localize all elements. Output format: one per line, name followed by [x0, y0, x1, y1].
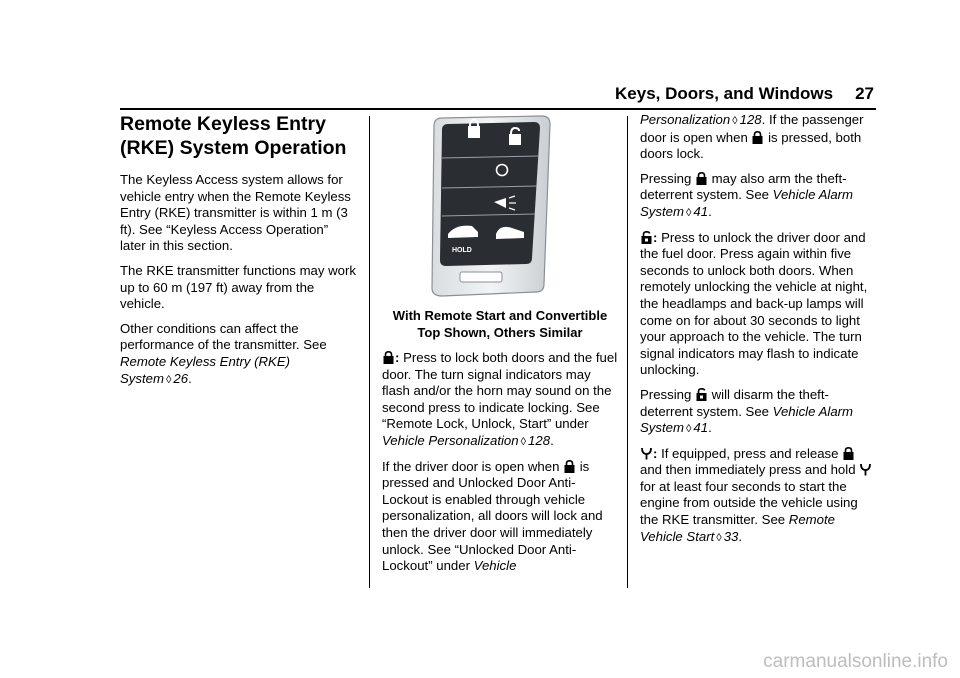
xref-page[interactable]: 33	[723, 528, 739, 544]
paragraph-lock: : Press to lock both doors and the fuel door. The turn signal indicators may flash and/or the horn may sound on the second press to indicate locking. See “Remote Lock, Unlock, Start” under Vehicle Personalization ◊ 128.	[382, 350, 618, 448]
fob-lock-icon	[468, 126, 480, 138]
paragraph-unlock: : Press to unlock the driver door and the fuel door. Press again within five seconds to unlock both doors. When remotely unlocking the vehicle at night, the headlamps and back-up lamps will come on for about 30 seconds to light your approach to the vehicle. The turn signal indicators may flash to indicate unlocking.	[640, 229, 868, 378]
column-divider-1	[369, 116, 370, 588]
column-2	[382, 112, 618, 583]
xref-page[interactable]: 41	[693, 203, 709, 219]
lock-icon	[696, 172, 707, 185]
section-title: Keys, Doors, and Windows	[615, 84, 834, 103]
page-ref-icon: ◊	[732, 115, 738, 127]
page-header	[0, 84, 874, 104]
fob-unlock-icon	[509, 134, 521, 145]
xref-vehicle-alarm-system[interactable]: Vehicle Alarm System	[640, 403, 854, 436]
figure-caption: With Remote Start and Convertible Top Shown, Others Similar	[392, 308, 608, 340]
key-fob-illustration	[382, 112, 632, 298]
header-rule	[120, 108, 876, 110]
paragraph-driver-door: If the driver door is open when is pressed and Unlocked Door Anti-Lockout is enabled through vehicle personalization, all doors will lock and then the driver door will immediately unlock. See “Unlocked Door Anti-Lockout” under Vehicle	[382, 458, 603, 574]
paragraph-range: The RKE transmitter functions may work up to 60 m (197 ft) away from the vehicle.	[120, 262, 356, 312]
lock-icon	[843, 447, 854, 460]
paragraph-remote-start: : If equipped, press and release and then immediately press and hold for at least four seconds to start the engine from outside the vehicle using the RKE transmitter. See Remote Vehicle Start ◊ 33.	[640, 446, 876, 547]
heading-line-2: (RKE) System Operation	[120, 137, 347, 159]
heading-line-1: Remote Keyless Entry	[120, 113, 326, 135]
fob-hold-label: HOLD	[452, 247, 472, 254]
page-number: 27	[855, 84, 874, 103]
paragraph-arm-alarm: Pressing may also arm the theft-deterrent system. See Vehicle Alarm System ◊ 41.	[640, 170, 854, 219]
unlock-icon	[641, 231, 652, 244]
xref-remote-vehicle-start[interactable]: Remote Vehicle Start	[640, 512, 835, 544]
page-ref-icon: ◊	[685, 423, 692, 436]
column-1	[120, 112, 356, 396]
xref-rke-system[interactable]: Remote Keyless Entry (RKE) System	[120, 353, 291, 386]
paragraph-conditions: Other conditions can affect the performance of the transmitter. See Remote Keyless Entry (RKE) System ◊ 26.	[120, 320, 327, 386]
lock-icon	[752, 131, 763, 144]
page-ref-icon: ◊	[716, 531, 722, 544]
page-ref-icon: ◊	[165, 373, 172, 386]
xref-vehicle-alarm-system[interactable]: Vehicle Alarm System	[640, 187, 854, 219]
page-ref-icon: ◊	[685, 206, 692, 219]
xref-page[interactable]: 26	[173, 370, 189, 386]
page-ref-icon: ◊	[520, 435, 527, 448]
paragraph-disarm-alarm: Pressing will disarm the theft-deterrent system. See Vehicle Alarm System ◊ 41.	[640, 386, 854, 436]
paragraph-keyless-access: The Keyless Access system allows for vehicle entry when the Remote Keyless Entry (RKE) transmitter is within 1 m (3 ft). See “Keyless Access Operation” later in this section.	[120, 172, 351, 254]
xref-personalization[interactable]: Personalization	[640, 112, 731, 127]
lock-icon	[564, 460, 575, 473]
column-3	[640, 112, 876, 554]
section-heading	[120, 112, 356, 160]
paragraph-passenger-door: Personalization ◊ 128. If the passenger door is open when is pressed, both doors lock.	[640, 112, 864, 162]
watermark: carmanualsonline.info	[763, 651, 948, 672]
remote-start-icon	[860, 463, 871, 476]
xref-page[interactable]: 41	[693, 420, 709, 436]
xref-page[interactable]: 128	[528, 432, 551, 448]
lock-icon	[383, 351, 394, 364]
xref-vehicle-personalization[interactable]: Vehicle Personalization	[382, 432, 519, 448]
unlock-icon	[696, 388, 707, 401]
xref-page[interactable]: 128	[739, 112, 762, 127]
fob-key-slot	[460, 272, 502, 282]
remote-start-icon	[641, 447, 652, 460]
xref-vehicle[interactable]: Vehicle	[473, 558, 517, 574]
